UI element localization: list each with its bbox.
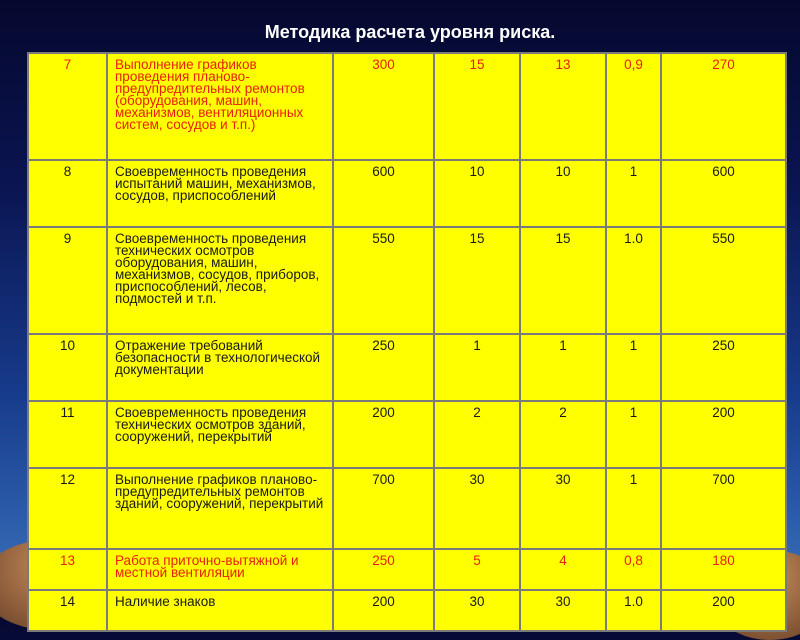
cell-value: 1 xyxy=(606,468,661,549)
cell-value: 1.0 xyxy=(606,590,661,631)
cell-value: 0,9 xyxy=(606,53,661,160)
slide-title: Методика расчета уровня риска. xyxy=(264,22,556,42)
cell-value: 0,8 xyxy=(606,549,661,590)
row-description: Выполнение графиков планово-предупредительных ремонтов зданий, сооружений, перекрытий xyxy=(107,468,333,549)
cell-value: 200 xyxy=(333,590,434,631)
cell-value: 700 xyxy=(661,468,786,549)
row-description: Своевременность проведения технических осмотров оборудования, машин, механизмов, сосудов, приборов, приспособлений, лесов, подмостей и т.п. xyxy=(107,227,333,334)
cell-value: 15 xyxy=(434,227,520,334)
row-description: Работа приточно-вытяжной и местной вентиляции xyxy=(107,549,333,590)
cell-value: 550 xyxy=(333,227,434,334)
row-number: 7 xyxy=(28,53,107,160)
row-number: 13 xyxy=(28,549,107,590)
cell-value: 1 xyxy=(606,401,661,468)
cell-value: 1 xyxy=(606,160,661,227)
cell-value: 30 xyxy=(434,590,520,631)
cell-value: 270 xyxy=(661,53,786,160)
row-description: Своевременность проведения испытаний машин, механизмов, сосудов, приспособлений xyxy=(107,160,333,227)
table-row xyxy=(28,334,786,401)
table-row xyxy=(28,401,786,468)
cell-value: 250 xyxy=(333,549,434,590)
table-row xyxy=(28,549,786,590)
cell-value: 1.0 xyxy=(606,227,661,334)
cell-value: 15 xyxy=(520,227,606,334)
row-description: Наличие знаков xyxy=(107,590,333,631)
cell-value: 200 xyxy=(333,401,434,468)
row-number: 9 xyxy=(28,227,107,334)
cell-value: 30 xyxy=(434,468,520,549)
cell-value: 600 xyxy=(333,160,434,227)
cell-value: 30 xyxy=(520,590,606,631)
cell-value: 250 xyxy=(333,334,434,401)
cell-value: 2 xyxy=(434,401,520,468)
cell-value: 4 xyxy=(520,549,606,590)
row-number: 12 xyxy=(28,468,107,549)
row-number: 8 xyxy=(28,160,107,227)
cell-value: 10 xyxy=(520,160,606,227)
row-number: 14 xyxy=(28,590,107,631)
row-number: 11 xyxy=(28,401,107,468)
cell-value: 600 xyxy=(661,160,786,227)
cell-value: 550 xyxy=(661,227,786,334)
risk-table xyxy=(27,52,787,632)
row-description: Отражение требований безопасности в технологической документации xyxy=(107,334,333,401)
cell-value: 2 xyxy=(520,401,606,468)
table-row xyxy=(28,468,786,549)
table-row xyxy=(28,53,786,160)
cell-value: 250 xyxy=(661,334,786,401)
cell-value: 700 xyxy=(333,468,434,549)
cell-value: 10 xyxy=(434,160,520,227)
cell-value: 200 xyxy=(661,590,786,631)
cell-value: 200 xyxy=(661,401,786,468)
cell-value: 1 xyxy=(434,334,520,401)
cell-value: 300 xyxy=(333,53,434,160)
cell-value: 5 xyxy=(434,549,520,590)
table-row xyxy=(28,590,786,631)
cell-value: 13 xyxy=(520,53,606,160)
cell-value: 1 xyxy=(606,334,661,401)
cell-value: 180 xyxy=(661,549,786,590)
row-number: 10 xyxy=(28,334,107,401)
cell-value: 30 xyxy=(520,468,606,549)
cell-value: 1 xyxy=(520,334,606,401)
table-row xyxy=(28,227,786,334)
row-description: Выполнение графиков проведения планово-предупредительных ремонтов (оборудования, машин, механизмов, вентиляционных систем, сосудов и т.п.) xyxy=(107,53,333,160)
row-description: Своевременность проведения технических осмотров зданий, сооружений, перекрытий xyxy=(107,401,333,468)
table-row xyxy=(28,160,786,227)
cell-value: 15 xyxy=(434,53,520,160)
